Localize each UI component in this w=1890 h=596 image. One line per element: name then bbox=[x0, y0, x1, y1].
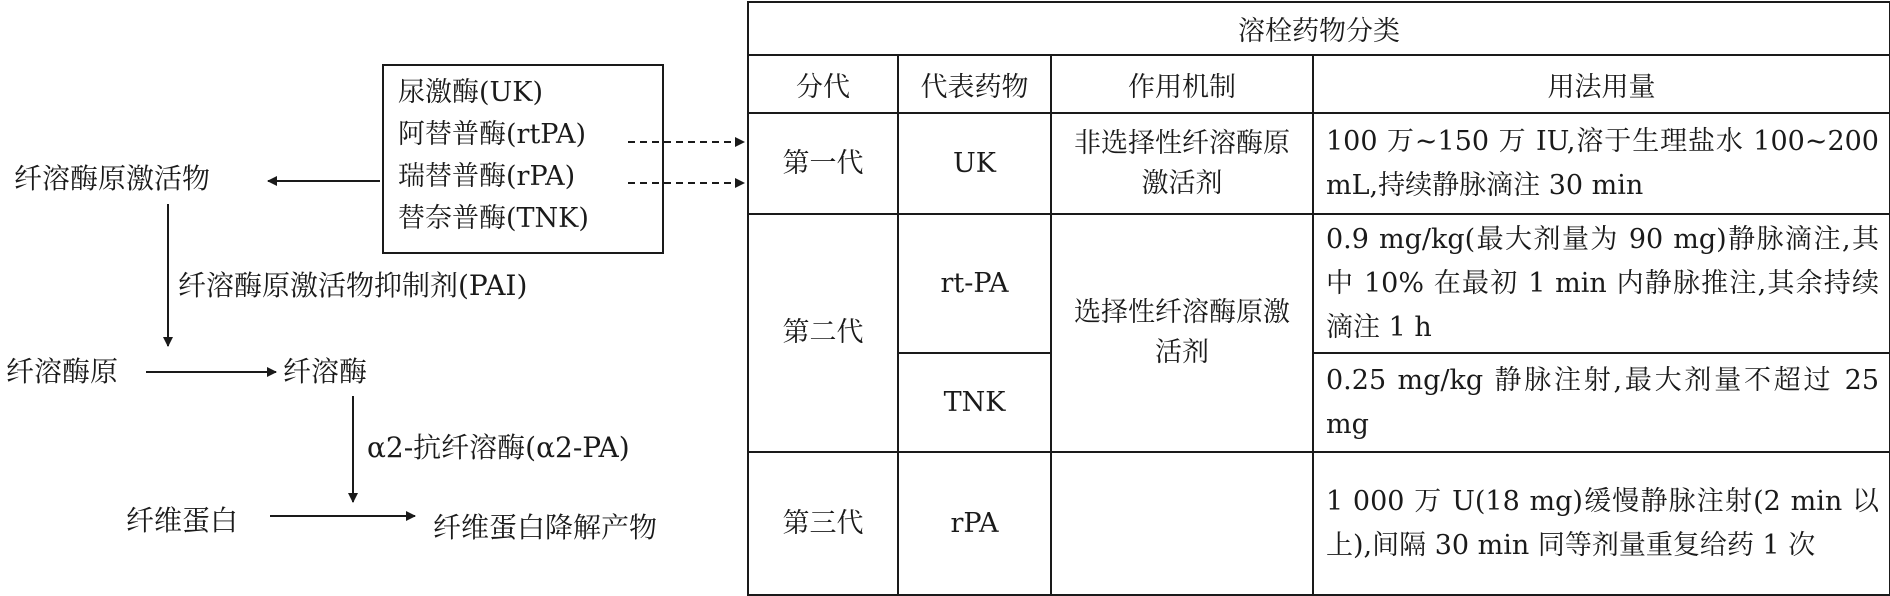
gen2-dosage-tnk: 0.25 mg/kg 静脉注射,最大剂量不超过 25 mg bbox=[1313, 353, 1890, 452]
table-row bbox=[748, 214, 1890, 353]
node-plasmin: 纤溶酶 bbox=[283, 355, 368, 388]
header-generation: 分代 bbox=[748, 55, 898, 113]
gen2-dosage-rtpa: 0.9 mg/kg(最大剂量为 90 mg)静脉滴注,其中 10% 在最初 1 min 内静脉推注,其余持续滴注 1 h bbox=[1313, 214, 1890, 353]
drug-tnk: 替奈普酶(TNK) bbox=[398, 203, 589, 234]
node-fibrin: 纤维蛋白 bbox=[126, 504, 239, 537]
gen3-generation: 第三代 bbox=[748, 452, 898, 595]
table-row bbox=[748, 452, 1890, 595]
node-activator: 纤溶酶原激活物 bbox=[14, 162, 211, 195]
gen1-mechanism: 非选择性纤溶酶原激活剂 bbox=[1051, 113, 1313, 214]
gen3-drug: rPA bbox=[898, 452, 1051, 595]
header-dosage: 用法用量 bbox=[1313, 55, 1890, 113]
header-mechanism: 作用机制 bbox=[1051, 55, 1313, 113]
gen1-drug: UK bbox=[898, 113, 1051, 214]
table-title: 溶栓药物分类 bbox=[748, 2, 1890, 55]
thrombolytic-table bbox=[747, 1, 1890, 596]
drug-rpa: 瑞替普酶(rPA) bbox=[398, 161, 576, 192]
node-fdp: 纤维蛋白降解产物 bbox=[433, 511, 658, 544]
gen2-generation: 第二代 bbox=[748, 214, 898, 452]
gen2-drug-tnk: TNK bbox=[898, 353, 1051, 452]
drug-rtpa: 阿替普酶(rtPA) bbox=[398, 119, 587, 150]
gen3-dosage: 1 000 万 U(18 mg)缓慢静脉注射(2 min 以上),间隔 30 min 同等剂量重复给药 1 次 bbox=[1313, 452, 1890, 595]
gen3-mechanism bbox=[1051, 452, 1313, 595]
gen2-mechanism: 选择性纤溶酶原激活剂 bbox=[1051, 214, 1313, 452]
gen1-dosage: 100 万~150 万 IU,溶于生理盐水 100~200 mL,持续静脉滴注 30 min bbox=[1313, 113, 1890, 214]
node-antiplasmin: α2-抗纤溶酶(α2-PA) bbox=[367, 431, 630, 464]
header-drug: 代表药物 bbox=[898, 55, 1051, 113]
gen2-drug-rtpa: rt-PA bbox=[898, 214, 1051, 353]
gen1-generation: 第一代 bbox=[748, 113, 898, 214]
table-row bbox=[748, 113, 1890, 214]
drug-uk: 尿激酶(UK) bbox=[398, 77, 543, 108]
table-row bbox=[748, 353, 1890, 452]
node-inhibitor: 纤溶酶原激活物抑制剂(PAI) bbox=[178, 269, 528, 302]
node-plasminogen: 纤溶酶原 bbox=[6, 355, 119, 388]
